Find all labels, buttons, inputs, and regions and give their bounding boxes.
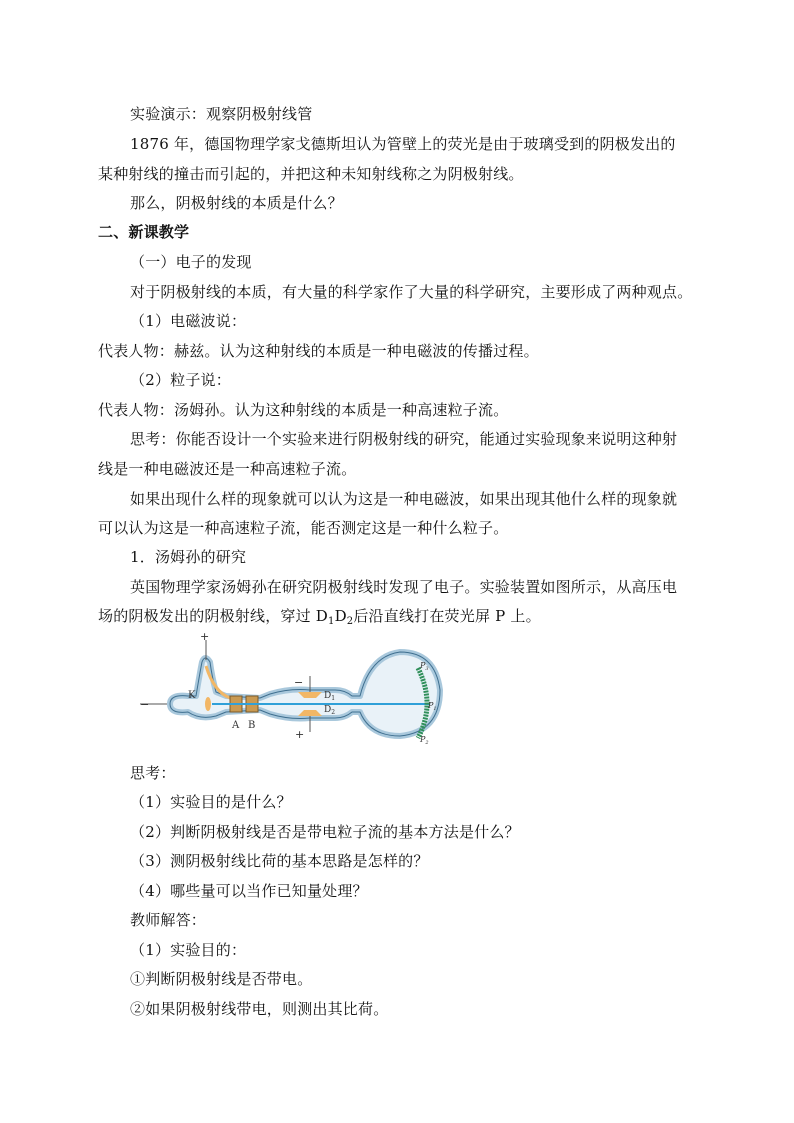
think2-line-2: 可以认为这是一种高速粒子流，能否测定这是一种什么粒子。 <box>98 519 509 537</box>
label-minus-mid: − <box>294 676 304 689</box>
think1-line-1: 思考：你能否设计一个实验来进行阴极射线的研究，能通过实验现象来说明这种射 <box>130 430 678 448</box>
label-K: K <box>188 690 196 701</box>
cathode-ray-tube-figure <box>130 632 445 747</box>
teacher-answer: 教师解答： <box>130 911 207 929</box>
question-4: （4）哪些量可以当作已知量处理？ <box>130 882 368 900</box>
view2-label: （2）粒子说： <box>130 371 231 389</box>
answer-1-item-2: ②如果阴极射线带电，则测出其比荷。 <box>130 1000 389 1018</box>
label-plus-bottom: + <box>295 728 305 741</box>
thomson-line-2 <box>98 606 541 626</box>
thomson-line-2-pre: 场的阴极发出的阴极射线，穿过 D <box>98 607 328 625</box>
subscript-2: 2 <box>346 616 354 627</box>
cathode-ray-tube-diagram <box>130 632 445 747</box>
label-P1: $P_1$ <box>428 701 437 712</box>
demo-title: 实验演示：观察阴极射线管 <box>130 105 313 123</box>
answer-1-label: （1）实验目的： <box>130 941 247 959</box>
view1-label: （1）电磁波说： <box>130 312 247 330</box>
question-intro: 那么，阴极射线的本质是什么？ <box>130 194 343 212</box>
section-heading: 二、新课教学 <box>98 223 190 241</box>
label-D1: $D_1$ <box>324 691 336 702</box>
subsection-title: （一）电子的发现 <box>130 253 252 271</box>
thomson-line-2-post: 后沿直线打在荧光屏 P 上。 <box>353 607 541 625</box>
answer-1-item-1: ①判断阴极射线是否带电。 <box>130 970 313 988</box>
question-1: （1）实验目的是什么？ <box>130 793 292 811</box>
label-P3: $P_3$ <box>420 661 429 672</box>
intro-sentence: 对于阴极射线的本质，有大量的科学家作了大量的科学研究，主要形成了两种观点。 <box>130 283 693 301</box>
think-title: 思考： <box>130 764 176 782</box>
label-A: A <box>232 720 240 731</box>
question-2: （2）判断阴极射线是否是带电粒子流的基本方法是什么？ <box>130 823 520 841</box>
thomson-line-1: 英国物理学家汤姆孙在研究阴极射线时发现了电子。实验装置如图所示，从高压电 <box>130 578 678 596</box>
subscript-1: 1 <box>328 616 335 627</box>
view1-desc: 代表人物：赫兹。认为这种射线的本质是一种电磁波的传播过程。 <box>98 342 539 360</box>
label-P2: $P_2$ <box>420 735 429 746</box>
think2-line-1: 如果出现什么样的现象就可以认为这是一种电磁波，如果出现其他什么样的现象就 <box>130 490 678 508</box>
cathode-electrode <box>205 697 211 711</box>
label-B: B <box>248 720 256 731</box>
thomson-line-2-mid: D <box>334 607 347 625</box>
label-D2: $D_2$ <box>324 705 336 716</box>
item1-title: 1．汤姆孙的研究 <box>130 548 247 566</box>
history-line-1: 1876 年，德国物理学家戈德斯坦认为管壁上的荧光是由于玻璃受到的阴极发出的 <box>130 135 676 153</box>
label-plus-top: + <box>200 632 210 643</box>
view2-desc: 代表人物：汤姆孙。认为这种射线的本质是一种高速粒子流。 <box>98 401 509 419</box>
history-line-2: 某种射线的撞击而引起的，并把这种未知射线称之为阴极射线。 <box>98 165 524 183</box>
label-minus-left: − <box>140 698 150 711</box>
question-3: （3）测阴极射线比荷的基本思路是怎样的？ <box>130 852 429 870</box>
think1-line-2: 线是一种电磁波还是一种高速粒子流。 <box>98 460 357 478</box>
